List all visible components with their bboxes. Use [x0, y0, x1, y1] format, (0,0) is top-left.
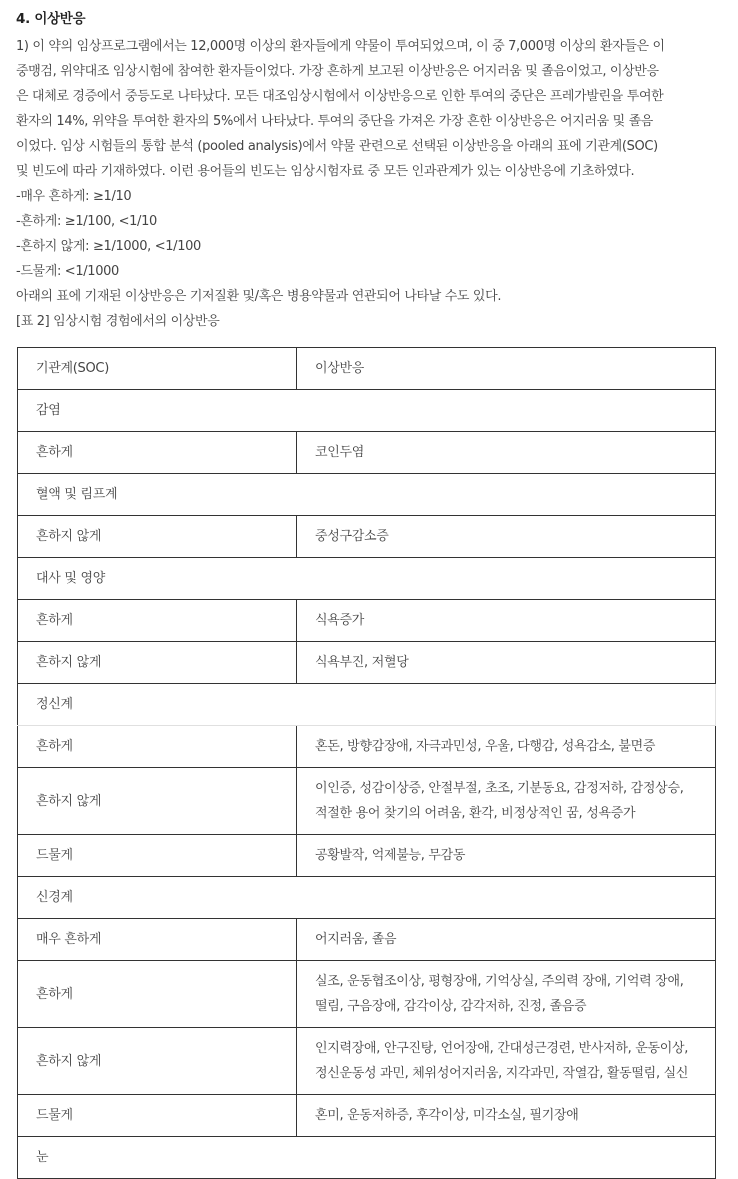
- soc-group-label: 혈액 및 림프계: [18, 474, 716, 516]
- frequency-cell: 드물게: [18, 835, 297, 877]
- table-row: [18, 961, 716, 1028]
- reaction-cell: 식욕증가: [297, 600, 716, 642]
- table-row: [18, 642, 716, 684]
- frequency-cell: 드물게: [18, 1095, 297, 1137]
- reaction-cell: 식욕부진, 저혈당: [297, 642, 716, 684]
- table-row: [18, 919, 716, 961]
- table-group-row: [18, 558, 716, 600]
- frequency-cell: 흔하게: [18, 961, 297, 1028]
- frequency-cell: 흔하게: [18, 600, 297, 642]
- reaction-cell: 어지러움, 졸음: [297, 919, 716, 961]
- soc-group-label: 눈: [18, 1137, 716, 1179]
- table-group-row: [18, 390, 716, 432]
- table-group-row: [18, 474, 716, 516]
- header-soc: 기관계(SOC): [18, 348, 297, 390]
- soc-group-label: 정신계: [18, 684, 716, 726]
- soc-group-label: 신경계: [18, 877, 716, 919]
- frequency-cell: 매우 흔하게: [18, 919, 297, 961]
- frequency-cell: 흔하게: [18, 432, 297, 474]
- body-line: 환자의 14%, 위약을 투여한 환자의 5%에서 나타났다. 투여의 중단을 가져온 가장 흔한 이상반응은 어지러움 및 졸음: [16, 114, 654, 129]
- table-row: [18, 432, 716, 474]
- reaction-cell: 인지력장애, 안구진탕, 언어장애, 간대성근경련, 반사저하, 운동이상, 정신운동성 과민, 체위성어지러움, 지각과민, 작열감, 활동떨림, 실신: [297, 1028, 716, 1095]
- frequency-definition: -흔하지 않게: ≥1/1000, <1/100: [16, 239, 201, 254]
- table-body: [18, 348, 716, 1179]
- reaction-cell: 실조, 운동협조이상, 평형장애, 기억상실, 주의력 장애, 기억력 장애, 떨림, 구음장애, 감각이상, 감각저하, 진정, 졸음증: [297, 961, 716, 1028]
- body-line: 1) 이 약의 임상프로그램에서는 12,000명 이상의 환자들에게 약물이 투여되었으며, 이 중 7,000명 이상의 환자들은 이: [16, 39, 665, 54]
- table-row: [18, 1028, 716, 1095]
- frequency-cell: 흔하지 않게: [18, 1028, 297, 1095]
- frequency-definition: -드물게: <1/1000: [16, 264, 119, 279]
- reaction-cell: 공황발작, 억제불능, 무감동: [297, 835, 716, 877]
- frequency-cell: 흔하지 않게: [18, 516, 297, 558]
- soc-group-label: 감염: [18, 390, 716, 432]
- body-line: 및 빈도에 따라 기재하였다. 이런 용어들의 빈도는 임상시험자료 중 모든 인과관계가 있는 이상반응에 기초하였다.: [16, 164, 635, 179]
- frequency-cell: 흔하게: [18, 726, 297, 768]
- body-line: 이었다. 임상 시험들의 통합 분석 (pooled analysis)에서 약물 관련으로 선택된 이상반응을 아래의 표에 기관계(SOC): [16, 139, 658, 154]
- soc-group-label: 대사 및 영양: [18, 558, 716, 600]
- body-line: 아래의 표에 기재된 이상반응은 기저질환 및/혹은 병용약물과 연관되어 나타날 수도 있다.: [16, 289, 502, 304]
- table-group-row: [18, 684, 716, 726]
- adverse-reactions-table: [17, 347, 716, 1179]
- table-row: [18, 768, 716, 835]
- reaction-cell: 중성구감소증: [297, 516, 716, 558]
- table-row: [18, 1095, 716, 1137]
- table-group-row: [18, 877, 716, 919]
- reaction-cell: 혼돈, 방향감장애, 자극과민성, 우울, 다행감, 성욕감소, 불면증: [297, 726, 716, 768]
- frequency-definition: -매우 흔하게: ≥1/10: [16, 189, 132, 204]
- table-row: [18, 835, 716, 877]
- body-line: 중맹검, 위약대조 임상시험에 참여한 환자들이었다. 가장 흔하게 보고된 이상반응은 어지러움 및 졸음이었고, 이상반응: [16, 64, 659, 79]
- body-line: 은 대체로 경증에서 중등도로 나타났다. 모든 대조임상시험에서 이상반응으로 인한 투여의 중단은 프레가발린을 투여한: [16, 89, 664, 104]
- table-row: [18, 516, 716, 558]
- section-body: [16, 34, 716, 334]
- section-title: 4. 이상반응: [16, 11, 86, 27]
- table-header-row: [18, 348, 716, 390]
- reaction-cell: 코인두염: [297, 432, 716, 474]
- frequency-definition: -흔하게: ≥1/100, <1/10: [16, 214, 157, 229]
- table-caption: [표 2] 임상시험 경험에서의 이상반응: [16, 314, 220, 329]
- reaction-cell: 이인증, 성감이상증, 안절부절, 초조, 기분동요, 감정저하, 감정상승, 적절한 용어 찾기의 어려움, 환각, 비정상적인 꿈, 성욕증가: [297, 768, 716, 835]
- header-reaction: 이상반응: [297, 348, 716, 390]
- table-row: [18, 726, 716, 768]
- table-group-row: [18, 1137, 716, 1179]
- frequency-cell: 흔하지 않게: [18, 768, 297, 835]
- frequency-cell: 흔하지 않게: [18, 642, 297, 684]
- table-row: [18, 600, 716, 642]
- document-section: [16, 0, 716, 334]
- reaction-cell: 혼미, 운동저하증, 후각이상, 미각소실, 필기장애: [297, 1095, 716, 1137]
